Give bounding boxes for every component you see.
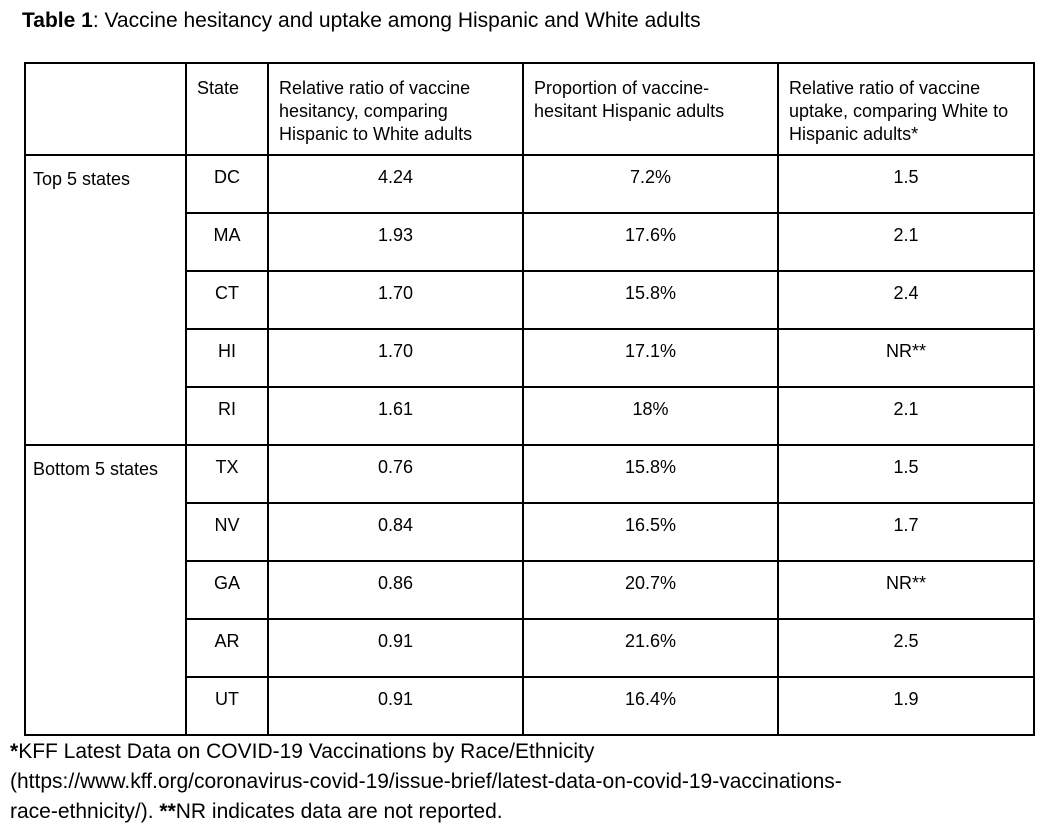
uptake-ratio-cell: 2.1: [778, 387, 1034, 445]
uptake-ratio-cell: NR**: [778, 561, 1034, 619]
hesitant-proportion-cell: 17.1%: [523, 329, 778, 387]
footnote-nr-text: NR indicates data are not reported.: [175, 800, 503, 823]
uptake-ratio-cell: 2.1: [778, 213, 1034, 271]
state-cell: NV: [186, 503, 268, 561]
footnote-line-1: [10, 737, 842, 767]
footnote-line-3: [10, 797, 842, 827]
table-row: [25, 155, 1034, 213]
hesitancy-ratio-cell: 1.70: [268, 329, 523, 387]
footnote-double-asterisk: **: [159, 800, 176, 823]
hesitancy-ratio-cell: 0.84: [268, 503, 523, 561]
state-cell: CT: [186, 271, 268, 329]
table-row: [25, 445, 1034, 503]
table-title-text: : Vaccine hesitancy and uptake among Hispanic and White adults: [92, 9, 701, 32]
header-hesitancy-ratio: Relative ratio of vaccine hesitancy, comparing Hispanic to White adults: [268, 63, 523, 155]
header-row: [25, 63, 1034, 155]
state-cell: DC: [186, 155, 268, 213]
state-cell: MA: [186, 213, 268, 271]
footnote-url-end: race-ethnicity/).: [10, 800, 160, 823]
hesitant-proportion-cell: 18%: [523, 387, 778, 445]
hesitancy-ratio-cell: 4.24: [268, 155, 523, 213]
hesitancy-ratio-cell: 0.91: [268, 619, 523, 677]
hesitant-proportion-cell: 20.7%: [523, 561, 778, 619]
uptake-ratio-cell: 2.4: [778, 271, 1034, 329]
row-group-bottom5: Bottom 5 states: [25, 445, 186, 735]
uptake-ratio-cell: 1.7: [778, 503, 1034, 561]
state-cell: RI: [186, 387, 268, 445]
table-title: [22, 8, 701, 33]
hesitant-proportion-cell: 7.2%: [523, 155, 778, 213]
row-group-top5: Top 5 states: [25, 155, 186, 445]
uptake-ratio-cell: NR**: [778, 329, 1034, 387]
hesitancy-ratio-cell: 1.93: [268, 213, 523, 271]
state-cell: HI: [186, 329, 268, 387]
hesitancy-ratio-cell: 0.76: [268, 445, 523, 503]
uptake-ratio-cell: 1.5: [778, 445, 1034, 503]
hesitancy-ratio-cell: 1.70: [268, 271, 523, 329]
state-cell: GA: [186, 561, 268, 619]
header-uptake-ratio: Relative ratio of vaccine uptake, comparing White to Hispanic adults*: [778, 63, 1034, 155]
vaccine-hesitancy-table: [24, 62, 1035, 736]
hesitant-proportion-cell: 15.8%: [523, 271, 778, 329]
table-title-label: Table 1: [22, 9, 93, 32]
hesitant-proportion-cell: 15.8%: [523, 445, 778, 503]
header-hesitant-proportion: Proportion of vaccine-hesitant Hispanic adults: [523, 63, 778, 155]
hesitant-proportion-cell: 21.6%: [523, 619, 778, 677]
hesitant-proportion-cell: 16.4%: [523, 677, 778, 735]
hesitancy-ratio-cell: 0.86: [268, 561, 523, 619]
uptake-ratio-cell: 2.5: [778, 619, 1034, 677]
hesitancy-ratio-cell: 1.61: [268, 387, 523, 445]
uptake-ratio-cell: 1.5: [778, 155, 1034, 213]
hesitant-proportion-cell: 17.6%: [523, 213, 778, 271]
hesitancy-ratio-cell: 0.91: [268, 677, 523, 735]
footnote-source-text: KFF Latest Data on COVID-19 Vaccinations by Race/Ethnicity: [18, 740, 595, 763]
state-cell: AR: [186, 619, 268, 677]
footnote: [10, 737, 842, 827]
footnote-line-2: (https://www.kff.org/coronavirus-covid-19/issue-brief/latest-data-on-covid-19-vaccinations-: [10, 770, 842, 793]
hesitant-proportion-cell: 16.5%: [523, 503, 778, 561]
header-state: State: [186, 63, 268, 155]
uptake-ratio-cell: 1.9: [778, 677, 1034, 735]
header-group: [25, 63, 186, 155]
footnote-asterisk: *: [10, 740, 19, 763]
state-cell: UT: [186, 677, 268, 735]
state-cell: TX: [186, 445, 268, 503]
